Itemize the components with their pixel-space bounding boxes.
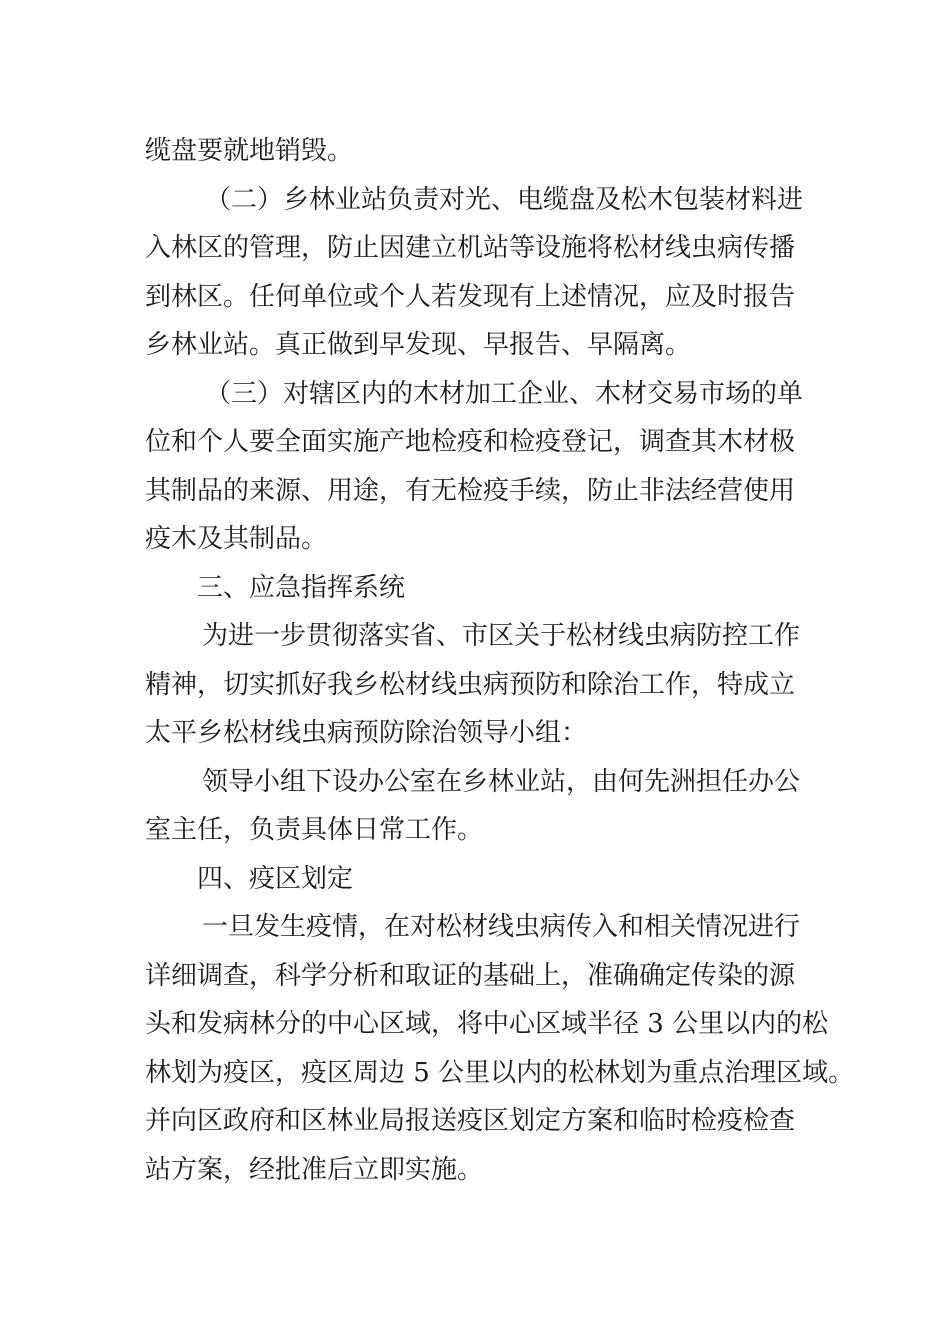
text-line: 一旦发生疫情，在对松材线虫病传入和相关情况进行 bbox=[202, 912, 801, 942]
text-line: 详细调查，科学分析和取证的基础上，准确确定传染的源 bbox=[145, 960, 796, 991]
text-line: 为进一步贯彻落实省、市区关于松材线虫病防控工作 bbox=[202, 621, 801, 651]
text-line: （三）对辖区内的木材加工企业、木材交易市场的单 bbox=[205, 378, 804, 409]
text-line: 入林区的管理，防止因建立机站等设施将松材线虫病传播 bbox=[145, 233, 796, 263]
section-heading: 四、疫区划定 bbox=[197, 863, 354, 894]
text-line: 领导小组下设办公室在乡林业站，由何先洲担任办公 bbox=[202, 766, 801, 797]
text-line: 室主任，负责具体日常工作。 bbox=[145, 815, 484, 845]
section-heading: 三、应急指挥系统 bbox=[197, 572, 406, 603]
document-body bbox=[145, 127, 855, 1194]
text-line: 其制品的来源、用途，有无检疫手续，防止非法经营使用 bbox=[145, 475, 796, 506]
text-line: 乡林业站。真正做到早发现、早报告、早隔离。 bbox=[145, 330, 692, 360]
text-line: 到林区。任何单位或个人若发现有上述情况，应及时报告 bbox=[145, 281, 796, 312]
text-line: 缆盘要就地销毁。 bbox=[145, 136, 354, 166]
text-line: 并向区政府和区林业局报送疫区划定方案和临时检疫检查 bbox=[145, 1106, 796, 1136]
text-line: 疫木及其制品。 bbox=[145, 524, 328, 554]
text-line: 站方案，经批准后立即实施。 bbox=[145, 1154, 484, 1185]
text-line: 太平乡松材线虫病预防除治领导小组： bbox=[145, 718, 588, 748]
text-line: 精神，切实抓好我乡松材线虫病预防和除治工作，特成立 bbox=[145, 669, 796, 700]
text-line: 林划为疫区，疫区周边 5 公里以内的松林划为重点治理区域。 bbox=[145, 1057, 855, 1088]
text-line: 头和发病林分的中心区域，将中心区域半径 3 公里以内的松 bbox=[145, 1009, 829, 1039]
text-line: 位和个人要全面实施产地检疫和检疫登记，调查其木材极 bbox=[145, 427, 796, 457]
text-line: （二）乡林业站负责对光、电缆盘及松木包装材料进 bbox=[205, 184, 804, 215]
